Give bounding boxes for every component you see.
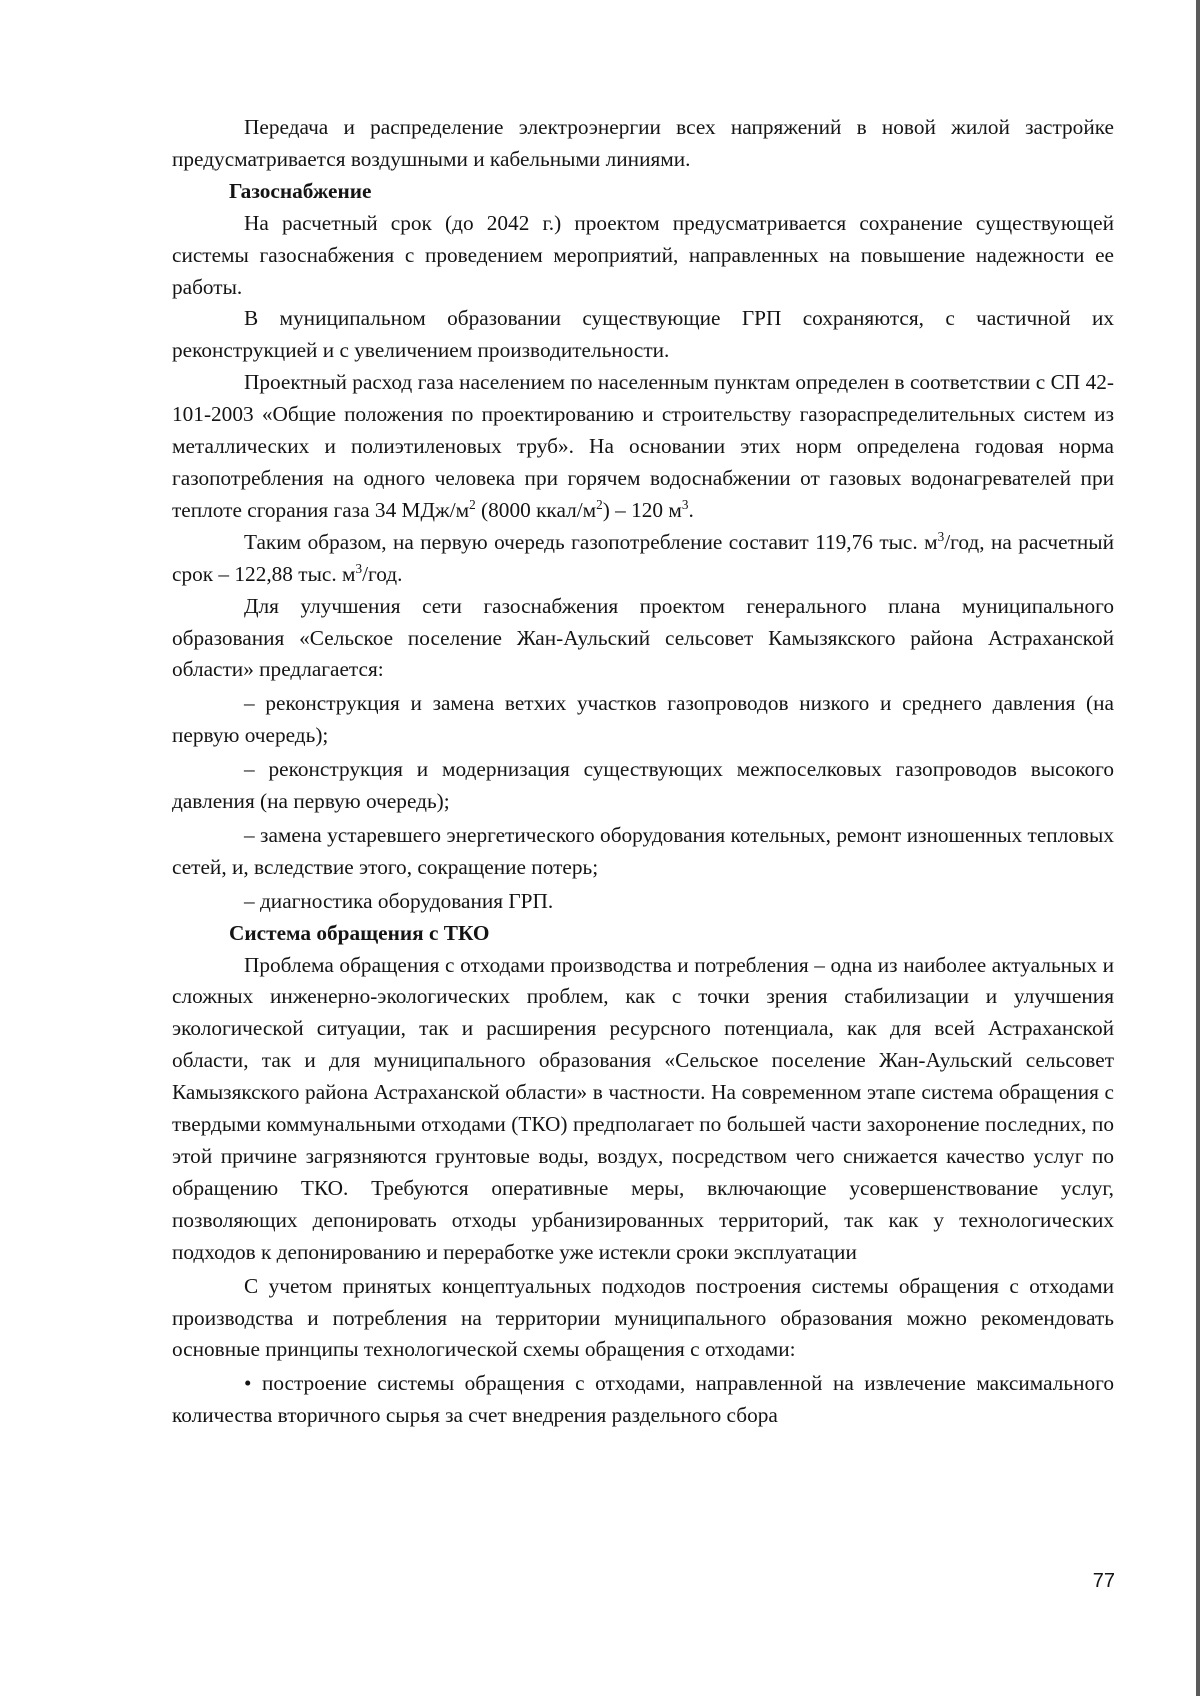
paragraph-gas-4 (172, 527, 1114, 591)
paragraph-gas-2: В муниципальном образовании существующие ГРП сохраняются, с частичной их реконструкцией и с увеличением производительности. (172, 306, 1114, 363)
paragraph-gas-5: Для улучшения сети газоснабжения проектом генерального плана муниципального образования «Сельское поселение Жан-Аульский сельсовет Камызякского района Астраханской области» предлагается: (172, 593, 1114, 682)
paragraph-power-transmission: Передача и распределение электроэнергии всех напряжений в новой жилой застройке предусматривается воздушными и кабельными линиями. (172, 115, 1114, 171)
text-run: ) – 120 м (602, 497, 682, 522)
superscript: 2 (596, 496, 603, 512)
page-number: 77 (1092, 1570, 1115, 1592)
text-run: (8000 ккал/м (475, 497, 597, 522)
paragraph-gas-3 (172, 367, 1114, 527)
section-heading-waste: Система обращения с ТКО (229, 920, 490, 945)
page-body (172, 112, 1114, 1432)
list-item-gas-measure: – диагностика оборудования ГРП. (244, 888, 554, 913)
paragraph-gas-1: На расчетный срок (до 2042 г.) проектом предусматривается сохранение существующей системы газоснабжения с проведением мероприятий, направленных на повышение надежности ее работы. (172, 210, 1114, 299)
superscript: 2 (469, 496, 476, 512)
list-item-gas-measure: – замена устаревшего энергетического оборудования котельных, ремонт изношенных тепловых сетей, и, вследствие этого, сокращение потерь; (172, 822, 1114, 879)
text-run: . (688, 497, 694, 522)
text-run: /год, на расчетный срок – 122,88 тыс. м (172, 529, 1114, 586)
paragraph-waste-3: • построение системы обращения с отходами, направленной на извлечение максимального количества вторичного сырья за счет внедрения раздельного сбора (172, 1371, 1114, 1428)
section-heading-gas: Газоснабжение (229, 178, 372, 203)
superscript: 3 (681, 496, 689, 512)
paragraph-waste-2: С учетом принятых концептуальных подходов построения системы обращения с отходами производства и потребления на территории муниципального образования можно рекомендовать основные принципы технологической схемы обращения с отходами: (172, 1273, 1114, 1362)
text-run: Проектный расход газа населением по населенным пунктам определен в соответствии с СП 42-101-2003 «Общие положения по проектированию и строительству газораспределительных систем из металлических и полиэтиленовых труб». На основании этих норм определена годовая норма газопотребления на одного человека при горячем водоснабжении от газовых водонагревателей при теплоте сгорания газа 34 МДж/м (172, 370, 1114, 522)
list-item-gas-measure: – реконструкция и модернизация существующих межпоселковых газопроводов высокого давления (на первую очередь); (172, 757, 1114, 814)
superscript: 3 (355, 560, 363, 576)
text-run: /год. (362, 561, 403, 586)
superscript: 3 (937, 528, 945, 544)
text-run: Таким образом, на первую очередь газопотребление составит 119,76 тыс. м (244, 529, 938, 554)
list-item-gas-measure: – реконструкция и замена ветхих участков газопроводов низкого и среднего давления (на первую очередь); (172, 691, 1114, 748)
paragraph-waste-1: Проблема обращения с отходами производства и потребления – одна из наиболее актуальных и сложных инженерно-экологических проблем, как с точки зрения стабилизации и улучшения экологической ситуации, так и расширения ресурсного потенциала, как для всей Астраханской области, так и для муниципального образования «Сельское поселение Жан-Аульский сельсовет Камызякского района Астраханской области» в частности. На современном этапе система обращения с твердыми коммунальными отходами (ТКО) предполагает по большей части захоронение последних, по этой причине загрязняются грунтовые воды, воздух, посредством чего снижается качество услуг по обращению ТКО. Требуются оперативные меры, включающие усовершенствование услуг, позволяющих депонировать отходы урбанизированных территорий, так как у технологических подходов к депонированию и переработке уже истекли сроки эксплуатации (172, 952, 1114, 1264)
